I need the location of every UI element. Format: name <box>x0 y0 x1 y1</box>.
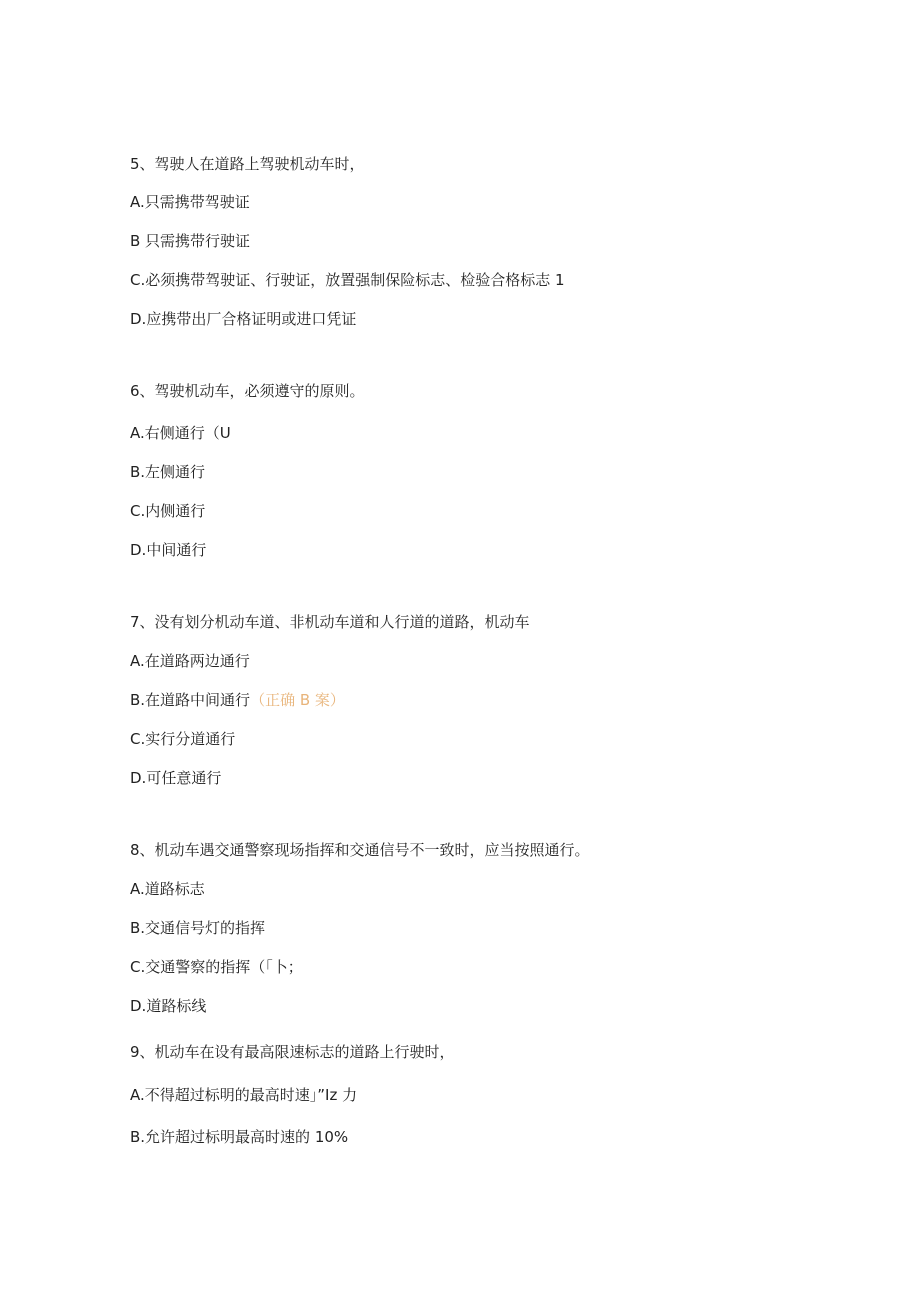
question-7-option-d: D.可任意通行 <box>130 769 222 787</box>
question-7-option-b-text: B.在道路中间通行 <box>130 691 251 709</box>
question-8-option-b: B.交通信号灯的指挥 <box>130 919 266 937</box>
question-8-option-c: C.交通警察的指挥（「卜； <box>130 958 303 976</box>
question-9-stem: 9、机动车在设有最高限速标志的道路上行驶时， <box>130 1043 455 1061</box>
question-7-stem: 7、没有划分机动车道、非机动车道和人行道的道路，机动车 <box>130 613 530 631</box>
question-5-option-b: B 只需携带行驶证 <box>130 232 251 250</box>
question-6-option-d: D.中间通行 <box>130 541 207 559</box>
question-8-option-d: D.道路标线 <box>130 997 207 1015</box>
question-5-option-d: D.应携带出厂合格证明或进口凭证 <box>130 310 357 328</box>
answer-hint: （正确 B 案） <box>250 691 345 709</box>
question-7-option-a: A.在道路两边通行 <box>130 652 250 670</box>
question-5-option-a: A.只需携带驾驶证 <box>130 193 250 211</box>
question-6-stem: 6、驾驶机动车，必须遵守的原则。 <box>130 382 365 400</box>
question-6-option-b: B.左侧通行 <box>130 463 206 481</box>
question-9-option-b: B.允许超过标明最高时速的 10% <box>130 1128 349 1146</box>
question-8-stem: 8、机动车遇交通警察现场指挥和交通信号不一致时，应当按照通行。 <box>130 841 590 859</box>
question-9-option-a: A.不得超过标明的最高时速」”Iz 力 <box>130 1086 358 1104</box>
question-7-option-c: C.实行分道通行 <box>130 730 236 748</box>
question-5-stem: 5、驾驶人在道路上驾驶机动车时， <box>130 155 365 173</box>
question-5-option-c: C.必须携带驾驶证、行驶证，放置强制保险标志、检验合格标志 1 <box>130 271 565 289</box>
question-6-option-a: A.右侧通行（U <box>130 424 231 442</box>
question-8-option-a: A.道路标志 <box>130 880 205 898</box>
question-6-option-c: C.内侧通行 <box>130 502 206 520</box>
question-7-option-b <box>130 690 345 710</box>
